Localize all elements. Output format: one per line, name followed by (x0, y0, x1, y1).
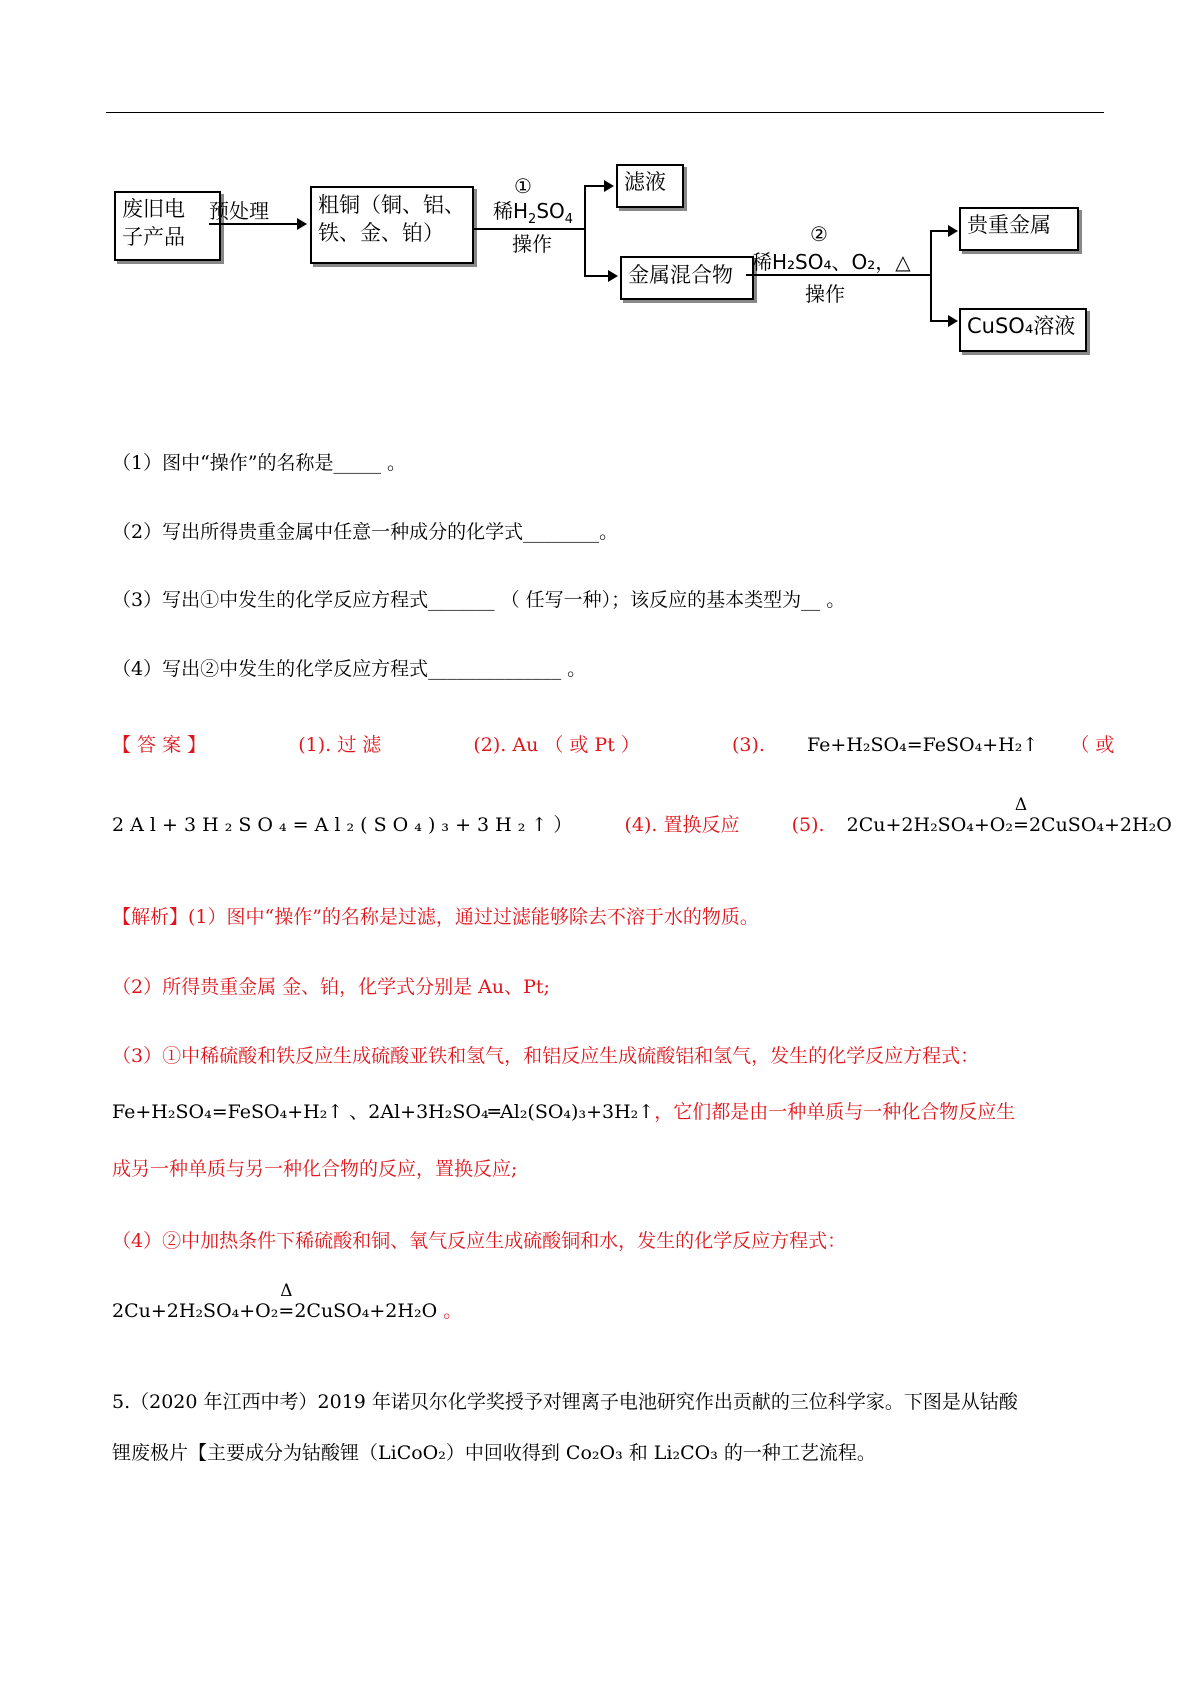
analysis-p5: 成另一种单质与另一种化合物的反应，置换反应; (112, 1158, 518, 1180)
header-rule (106, 112, 1104, 113)
label-pretreatment: 预处理 (209, 199, 269, 223)
step1-reagent: 稀$H_2SO_4$ (493, 199, 574, 227)
heat-delta-icon: Δ (1014, 795, 1028, 815)
answer-5-equation: 2Cu+2H₂SO₄+O₂ Δ =2CuSO₄+2H₂O (847, 814, 1172, 836)
step1-circle: ① (514, 174, 532, 198)
arrow-to-precious (930, 230, 956, 232)
analysis-p4-text: ，它们都是由一种单质与一种化合物反应生 (654, 1101, 1016, 1123)
analysis-p7: 2Cu+2H₂SO₄+O₂ Δ =2CuSO₄+2H₂O 。 (112, 1298, 462, 1324)
answer-3-or: （ 或 (1070, 734, 1115, 756)
step2-circle: ② (810, 222, 828, 246)
arrow-to-filtrate (584, 185, 612, 187)
answer-3-alt-equation: 2 A l + 3 H ₂ S O ₄ = A l ₂ ( S O ₄ ) ₃ + 3 H ₂ ↑ ） (112, 814, 573, 836)
answer-tag: 【 答 案 】 (112, 734, 207, 756)
answer-5-label: (5). (791, 814, 825, 836)
arrow-to-mixture (584, 275, 616, 277)
question-1: （1）图中“操作”的名称是_____ 。 (112, 452, 407, 474)
answer-4: (4). 置换反应 (624, 814, 740, 836)
analysis-p3: （3）①中稀硫酸和铁反应生成硫酸亚铁和氢气，和铝反应生成硫酸铝和氢气，发生的化学反应方程式： (112, 1045, 980, 1067)
box-cuso4-solution: CuSO₄溶液 (959, 308, 1087, 352)
analysis-p4 (112, 1099, 1015, 1125)
analysis-equations: Fe+H₂SO₄=FeSO₄+H₂↑ 、2Al+3H₂SO₄═Al₂(SO₄)₃+3H₂↑ (112, 1101, 655, 1123)
answer-line-1 (112, 732, 1114, 758)
box-filtrate: 滤液 (616, 164, 684, 208)
step2-operation: 操作 (805, 282, 845, 306)
line-step2 (746, 274, 930, 276)
question-2: （2）写出所得贵重金属中任意一种成分的化学式________。 (112, 521, 619, 543)
line-step1-split (584, 185, 586, 275)
step1-operation: 操作 (512, 232, 552, 256)
analysis-p6: （4）②中加热条件下稀硫酸和铜、氧气反应生成硫酸铜和水，发生的化学反应方程式： (112, 1230, 847, 1252)
answer-3-label: (3). (731, 734, 765, 756)
answer-2: (2). Au （ 或 Pt ） (473, 734, 640, 756)
answer-1: (1). 过 滤 (298, 734, 382, 756)
arrow-to-cuso4 (930, 320, 956, 322)
arrow-pretreatment (209, 223, 305, 225)
answer-line-2 (112, 795, 1172, 838)
analysis-p1: 【解析】(1）图中“操作”的名称是过滤，通过过滤能够除去不溶于水的物质。 (112, 906, 759, 928)
box-crude-copper: 粗铜（铜、铝、 铁、金、铂） (310, 186, 474, 264)
step2-reagent: 稀H₂SO₄、O₂，△ (752, 250, 911, 274)
question-3: （3）写出①中发生的化学反应方程式_______ （ 任写一种）；该反应的基本类型为__ 。 (112, 589, 846, 611)
next-question-line-1: 5.（2020 年江西中考）2019 年诺贝尔化学奖授予对锂离子电池研究作出贡献的三位科学家。下图是从钴酸 (112, 1391, 1018, 1413)
answer-3-equation: Fe+H₂SO₄=FeSO₄+H₂↑ (807, 734, 1039, 756)
question-4: （4）写出②中发生的化学反应方程式______________ 。 (112, 658, 587, 680)
next-question-line-2: 锂废极片【主要成分为钴酸锂（LiCoO₂）中回收得到 Co₂O₃ 和 Li₂CO₃ 的一种工艺流程。 (112, 1442, 876, 1464)
box-precious-metal: 贵重金属 (959, 207, 1079, 251)
analysis-p2: （2）所得贵重金属 金、铂，化学式分别是 Au、Pt; (112, 976, 550, 998)
line-step2-split (930, 230, 932, 320)
box-waste-electronics: 废旧电 子产品 (114, 191, 221, 261)
heat-delta-icon: Δ (280, 1281, 293, 1301)
box-metal-mixture: 金属混合物 (620, 256, 754, 300)
